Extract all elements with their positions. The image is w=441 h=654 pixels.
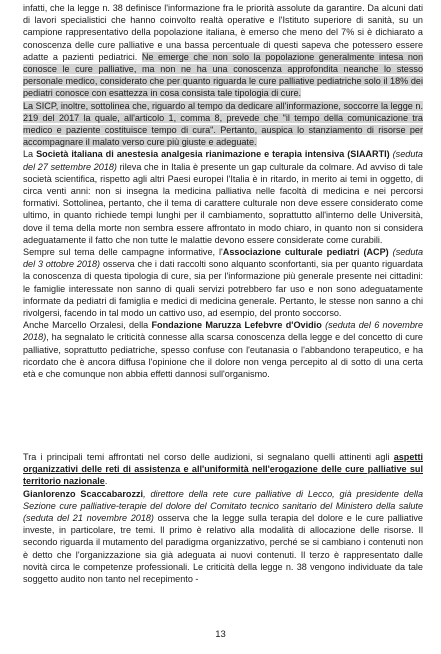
paragraph-text: osserva che i dati raccolti sono alquanto sconfortanti, sia per quanto riguardata la conoscenza di questa tipologia di cure, sia per l'informazione più generale presente nei cittadini: le famiglie interessate non sanno di quali servizi potrebbero far uso e non sono adeguatamente informate da pediatri di famiglia e medici di medicina generale. Pertanto, le stesse non sanno a chi rivolgersi, facendo in tal modo un cattivo uso, ad esempio, del pronto soccorso. — [23, 259, 423, 319]
paragraph-fondazione — [23, 319, 423, 380]
paragraph-text: Sempre sul tema delle campagne informative, l' — [23, 247, 223, 258]
organization-name: Società italiana di anestesia analgesia rianimazione e terapia intensiva (SIAARTI) — [36, 149, 390, 160]
paragraph-organizational-topics — [23, 451, 423, 488]
paragraph-acp — [23, 246, 423, 319]
text-block-lower — [23, 451, 423, 585]
speaker-role: , direttore della rete cure palliative di Lecco, già presidente della Sezione cure palliative-terapie del dolore del Comitato tecnico sanitario del Ministero della salute (seduta del 21 novembre 2018) — [23, 488, 423, 524]
organization-name: Associazione culturale pediatri (ACP) — [222, 247, 389, 258]
paragraph-siaarti — [23, 148, 423, 246]
emphasized-topic: aspetti organizzativi delle reti di assistenza e all'uniformità nell'erogazione delle cure palliative sul territorio nazionale — [23, 452, 423, 487]
text-block-upper — [23, 2, 423, 380]
page-number: 13 — [215, 629, 226, 640]
paragraph-text: infatti, che la legge n. 38 definisce l'informazione fra le priorità assolute da garantire. Da alcuni dati di lavori specialistici che hanno coinvolto realtà operative e l'Istituto superiore di sanità, su un campione rappresentativo della popolazione italiana, è emerso che meno del 7% si è dichiarato a conoscenza delle cure palliative e una bassa percentuale di questi sapeva che potessero essere adatte a pazienti pediatrici. — [23, 3, 423, 62]
session-date: (seduta del 27 settembre 2018) — [23, 149, 423, 172]
session-date: (seduta del 6 novembre 2018) — [23, 320, 423, 343]
paragraph-sicp — [23, 100, 423, 149]
paragraph-text: rileva che in Italia è presente un gap culturale da colmare. Ad avviso di tale società scientifica, rispetto agli altri Paesi europei l'Italia è in ritardo, in merito ai temi in oggetto, di circa venti anni: non si insegna la medicina palliativa nelle facoltà di medicina e nei percorsi formativi. Sottolinea, pertanto, che il tema di carattere culturale non deve essere considerato come ultimo, in quanto richiede tempi lunghi per il cambiamento, soprattutto all'interno delle Università, dove il tema della morte non sembra essere affrontato in modo chiaro, in quanto non si considera adeguatamente il fatto che non tutte le malattie devono essere considerate come curabili. — [23, 161, 423, 245]
highlighted-text: La SICP, inoltre, sottolinea che, riguardo al tempo da dedicare all'informazione, soccorre la legge n. 219 del 2017 la quale, all'articolo 1, comma 8, prevede che "il tempo della comunicazione tra medico e paziente costituisce tempo di cura". Pertanto, auspica lo stanziamento di risorse per accompagnare il malato verso cure più giuste e adeguate. — [23, 100, 423, 148]
paragraph-information — [23, 2, 423, 100]
paragraph-text: , ha segnalato le criticità connesse alla scarsa conoscenza della legge e del concetto di cure palliative, soprattutto pediatriche, spesso confuse con l'eutanasia o l'abbandono terapeutico, e ha ricordato che è ancora diffusa l'opinione che il dolore non venga percepito al di sotto di una certa età e che comunque non abbia effetti dannosi sull'organismo. — [23, 332, 423, 380]
session-date: (seduta del 3 ottobre 2018) — [23, 247, 424, 270]
paragraph-text: Tra i principali temi affrontati nel corso delle audizioni, si segnalano quelli attinenti agli — [23, 452, 394, 462]
highlighted-text: Ne emerge che non solo la popolazione generalmente intesa non conosce le cure palliative, ma non ne ha una conoscenza approfondita neanche lo stesso personale medico, considerato che per quanto riguarda le cure palliative pediatriche solo il 18% dei pediatri conosce con esattezza in cosa consista tale tipologia di cure. — [23, 51, 424, 99]
paragraph-text: Anche Marcello Orzalesi, della — [23, 320, 152, 331]
organization-name: Fondazione Maruzza Lefebvre d'Ovidio — [151, 320, 322, 331]
paragraph-scaccabarozzi — [23, 488, 423, 586]
speaker-name: Gianlorenzo Scaccabarozzi — [23, 488, 144, 499]
paragraph-text: La — [23, 149, 37, 160]
paragraph-text: osserva che la legge sulla terapia del dolore e le cure palliative investe, in particolare, tre temi. Il primo è relativo alla modalità di allocazione delle risorse. Il secondo riguarda il mutamento del paradigma organizzativo, perché se si cambiano i contenuti non è detto che l'organizzazione sia già adeguata ai nuovi contenuti. Il terzo è rappresentato dalle novità circa le competenze professionali. Le criticità della legge n. 38 vengono individuate da tale soggetto audito non tanto nel recepimento - — [23, 513, 423, 585]
paragraph-text: . — [104, 476, 108, 487]
